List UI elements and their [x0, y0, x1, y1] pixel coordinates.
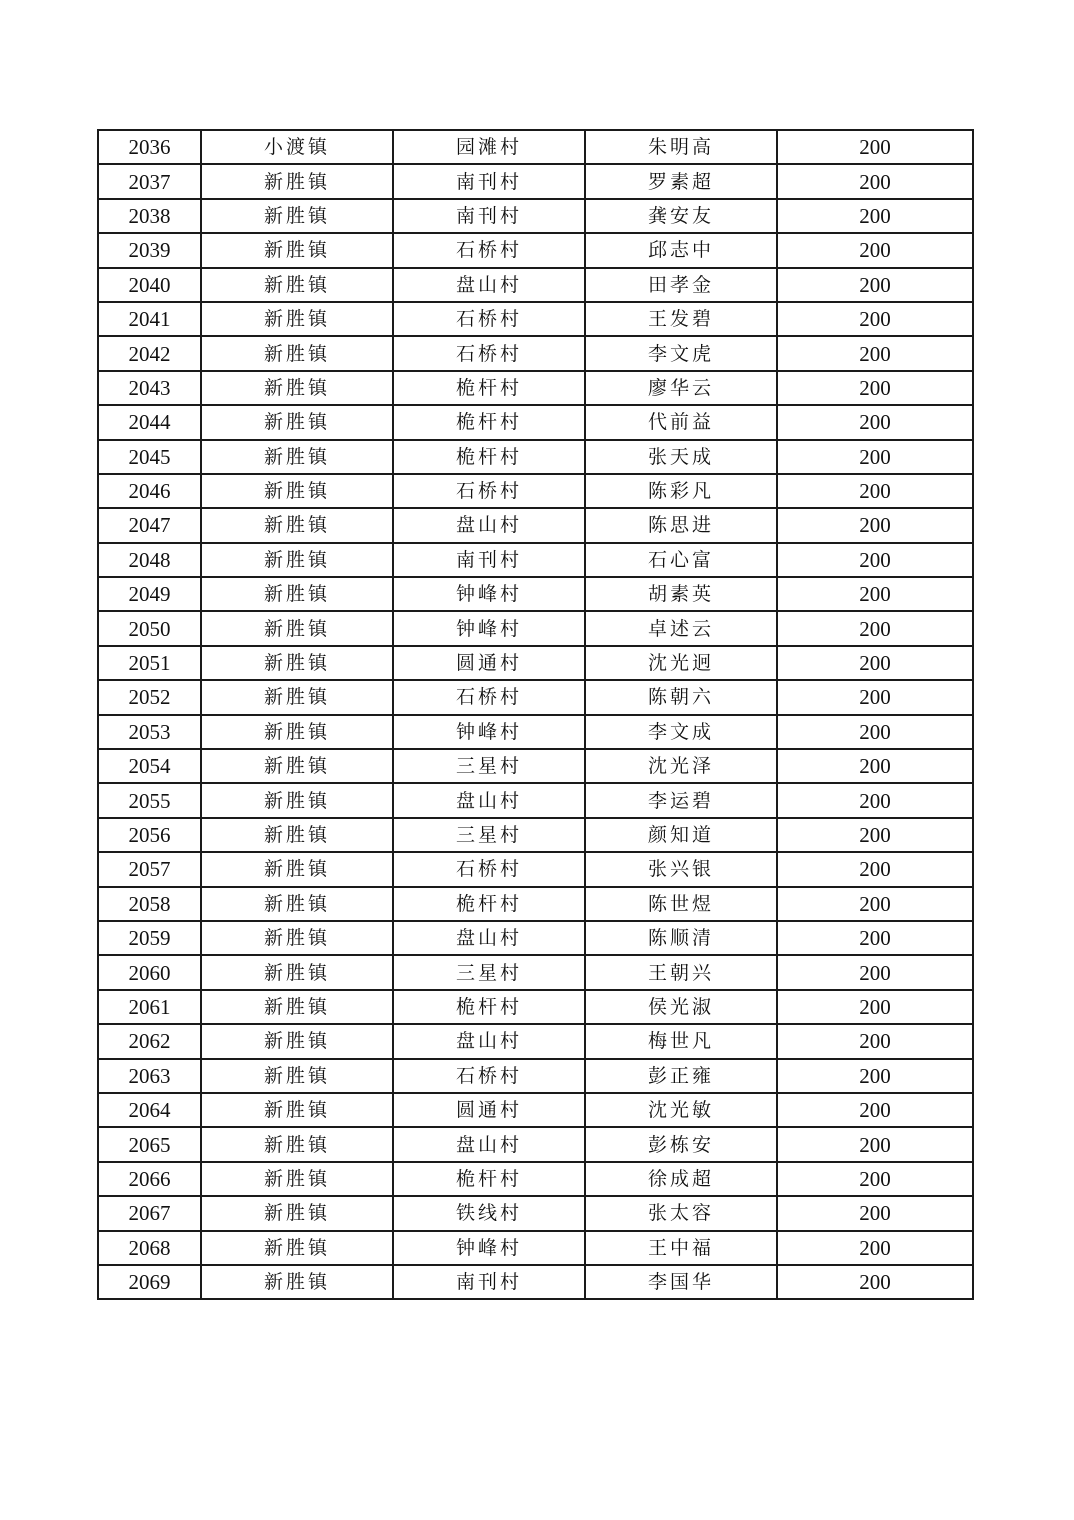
town-cell: 新胜镇: [201, 474, 393, 508]
village-cell: 桅杆村: [393, 371, 585, 405]
town-cell: 新胜镇: [201, 199, 393, 233]
village-cell: 南刊村: [393, 199, 585, 233]
town-cell: 新胜镇: [201, 268, 393, 302]
town-cell: 新胜镇: [201, 1127, 393, 1161]
amount-cell: 200: [777, 783, 973, 817]
amount-cell: 200: [777, 1196, 973, 1230]
village-cell: 盘山村: [393, 921, 585, 955]
village-cell: 圆通村: [393, 1093, 585, 1127]
serial-number-cell: 2067: [98, 1196, 201, 1230]
serial-number-cell: 2041: [98, 302, 201, 336]
table-row: [98, 1265, 973, 1299]
amount-cell: 200: [777, 440, 973, 474]
name-cell: 梅世凡: [585, 1024, 777, 1058]
amount-cell: 200: [777, 508, 973, 542]
table-row: [98, 887, 973, 921]
table-row: [98, 336, 973, 370]
name-cell: 卓述云: [585, 611, 777, 645]
serial-number-cell: 2059: [98, 921, 201, 955]
village-cell: 盘山村: [393, 783, 585, 817]
village-cell: 南刊村: [393, 1265, 585, 1299]
amount-cell: 200: [777, 371, 973, 405]
table-row: [98, 1059, 973, 1093]
serial-number-cell: 2040: [98, 268, 201, 302]
table-row: [98, 130, 973, 164]
town-cell: 新胜镇: [201, 1059, 393, 1093]
table-row: [98, 199, 973, 233]
name-cell: 代前益: [585, 405, 777, 439]
name-cell: 邱志中: [585, 233, 777, 267]
village-cell: 南刊村: [393, 164, 585, 198]
table-row: [98, 543, 973, 577]
serial-number-cell: 2038: [98, 199, 201, 233]
amount-cell: 200: [777, 818, 973, 852]
town-cell: 新胜镇: [201, 1093, 393, 1127]
name-cell: 王朝兴: [585, 955, 777, 989]
amount-cell: 200: [777, 268, 973, 302]
name-cell: 陈朝六: [585, 680, 777, 714]
amount-cell: 200: [777, 543, 973, 577]
name-cell: 李文虎: [585, 336, 777, 370]
table-row: [98, 818, 973, 852]
table-row: [98, 921, 973, 955]
town-cell: 新胜镇: [201, 577, 393, 611]
serial-number-cell: 2043: [98, 371, 201, 405]
village-cell: 三星村: [393, 818, 585, 852]
amount-cell: 200: [777, 233, 973, 267]
serial-number-cell: 2057: [98, 852, 201, 886]
name-cell: 张天成: [585, 440, 777, 474]
name-cell: 陈彩凡: [585, 474, 777, 508]
serial-number-cell: 2036: [98, 130, 201, 164]
name-cell: 龚安友: [585, 199, 777, 233]
name-cell: 王中福: [585, 1231, 777, 1265]
name-cell: 徐成超: [585, 1162, 777, 1196]
table-row: [98, 268, 973, 302]
amount-cell: 200: [777, 1231, 973, 1265]
table-row: [98, 1196, 973, 1230]
name-cell: 侯光淑: [585, 990, 777, 1024]
village-cell: 盘山村: [393, 508, 585, 542]
village-cell: 石桥村: [393, 852, 585, 886]
name-cell: 李文成: [585, 715, 777, 749]
village-cell: 园滩村: [393, 130, 585, 164]
town-cell: 新胜镇: [201, 1162, 393, 1196]
village-cell: 钟峰村: [393, 1231, 585, 1265]
table-row: [98, 646, 973, 680]
village-cell: 石桥村: [393, 302, 585, 336]
serial-number-cell: 2046: [98, 474, 201, 508]
name-cell: 张兴银: [585, 852, 777, 886]
table-row: [98, 1093, 973, 1127]
name-cell: 田孝金: [585, 268, 777, 302]
town-cell: 新胜镇: [201, 233, 393, 267]
town-cell: 新胜镇: [201, 371, 393, 405]
village-cell: 钟峰村: [393, 611, 585, 645]
serial-number-cell: 2062: [98, 1024, 201, 1058]
town-cell: 新胜镇: [201, 1196, 393, 1230]
table-row: [98, 233, 973, 267]
serial-number-cell: 2042: [98, 336, 201, 370]
serial-number-cell: 2068: [98, 1231, 201, 1265]
name-cell: 朱明高: [585, 130, 777, 164]
village-cell: 钟峰村: [393, 577, 585, 611]
village-cell: 桅杆村: [393, 887, 585, 921]
name-cell: 廖华云: [585, 371, 777, 405]
village-cell: 三星村: [393, 955, 585, 989]
name-cell: 陈思进: [585, 508, 777, 542]
town-cell: 新胜镇: [201, 783, 393, 817]
village-cell: 石桥村: [393, 336, 585, 370]
name-cell: 石心富: [585, 543, 777, 577]
village-cell: 石桥村: [393, 1059, 585, 1093]
name-cell: 李运碧: [585, 783, 777, 817]
amount-cell: 200: [777, 130, 973, 164]
amount-cell: 200: [777, 852, 973, 886]
roster-table-body: [98, 130, 973, 1299]
village-cell: 石桥村: [393, 474, 585, 508]
name-cell: 彭正雍: [585, 1059, 777, 1093]
amount-cell: 200: [777, 715, 973, 749]
serial-number-cell: 2052: [98, 680, 201, 714]
village-cell: 桅杆村: [393, 1162, 585, 1196]
amount-cell: 200: [777, 1162, 973, 1196]
town-cell: 小渡镇: [201, 130, 393, 164]
town-cell: 新胜镇: [201, 680, 393, 714]
town-cell: 新胜镇: [201, 955, 393, 989]
serial-number-cell: 2055: [98, 783, 201, 817]
table-row: [98, 990, 973, 1024]
serial-number-cell: 2039: [98, 233, 201, 267]
amount-cell: 200: [777, 336, 973, 370]
table-row: [98, 955, 973, 989]
table-row: [98, 302, 973, 336]
village-cell: 石桥村: [393, 680, 585, 714]
serial-number-cell: 2054: [98, 749, 201, 783]
name-cell: 沈光迥: [585, 646, 777, 680]
amount-cell: 200: [777, 990, 973, 1024]
amount-cell: 200: [777, 1093, 973, 1127]
village-cell: 盘山村: [393, 1024, 585, 1058]
serial-number-cell: 2069: [98, 1265, 201, 1299]
town-cell: 新胜镇: [201, 440, 393, 474]
town-cell: 新胜镇: [201, 887, 393, 921]
table-row: [98, 1162, 973, 1196]
table-row: [98, 715, 973, 749]
serial-number-cell: 2044: [98, 405, 201, 439]
serial-number-cell: 2037: [98, 164, 201, 198]
serial-number-cell: 2049: [98, 577, 201, 611]
table-row: [98, 405, 973, 439]
roster-table: [97, 129, 974, 1300]
amount-cell: 200: [777, 921, 973, 955]
table-row: [98, 577, 973, 611]
town-cell: 新胜镇: [201, 1265, 393, 1299]
table-row: [98, 371, 973, 405]
serial-number-cell: 2066: [98, 1162, 201, 1196]
serial-number-cell: 2063: [98, 1059, 201, 1093]
name-cell: 陈世煜: [585, 887, 777, 921]
amount-cell: 200: [777, 887, 973, 921]
amount-cell: 200: [777, 955, 973, 989]
serial-number-cell: 2045: [98, 440, 201, 474]
amount-cell: 200: [777, 611, 973, 645]
amount-cell: 200: [777, 164, 973, 198]
name-cell: 李国华: [585, 1265, 777, 1299]
serial-number-cell: 2047: [98, 508, 201, 542]
village-cell: 铁线村: [393, 1196, 585, 1230]
town-cell: 新胜镇: [201, 749, 393, 783]
table-row: [98, 680, 973, 714]
village-cell: 圆通村: [393, 646, 585, 680]
town-cell: 新胜镇: [201, 405, 393, 439]
serial-number-cell: 2060: [98, 955, 201, 989]
town-cell: 新胜镇: [201, 543, 393, 577]
serial-number-cell: 2051: [98, 646, 201, 680]
amount-cell: 200: [777, 577, 973, 611]
serial-number-cell: 2048: [98, 543, 201, 577]
serial-number-cell: 2053: [98, 715, 201, 749]
town-cell: 新胜镇: [201, 1024, 393, 1058]
amount-cell: 200: [777, 680, 973, 714]
town-cell: 新胜镇: [201, 164, 393, 198]
name-cell: 陈顺清: [585, 921, 777, 955]
amount-cell: 200: [777, 302, 973, 336]
serial-number-cell: 2056: [98, 818, 201, 852]
amount-cell: 200: [777, 199, 973, 233]
town-cell: 新胜镇: [201, 715, 393, 749]
table-row: [98, 852, 973, 886]
town-cell: 新胜镇: [201, 302, 393, 336]
town-cell: 新胜镇: [201, 646, 393, 680]
village-cell: 南刊村: [393, 543, 585, 577]
name-cell: 沈光敏: [585, 1093, 777, 1127]
table-row: [98, 1127, 973, 1161]
table-row: [98, 440, 973, 474]
table-row: [98, 474, 973, 508]
table-row: [98, 783, 973, 817]
town-cell: 新胜镇: [201, 508, 393, 542]
table-row: [98, 1231, 973, 1265]
village-cell: 钟峰村: [393, 715, 585, 749]
town-cell: 新胜镇: [201, 611, 393, 645]
table-row: [98, 611, 973, 645]
village-cell: 三星村: [393, 749, 585, 783]
name-cell: 颜知道: [585, 818, 777, 852]
serial-number-cell: 2050: [98, 611, 201, 645]
table-row: [98, 749, 973, 783]
amount-cell: 200: [777, 749, 973, 783]
name-cell: 罗素超: [585, 164, 777, 198]
amount-cell: 200: [777, 405, 973, 439]
name-cell: 王发碧: [585, 302, 777, 336]
village-cell: 盘山村: [393, 268, 585, 302]
serial-number-cell: 2061: [98, 990, 201, 1024]
town-cell: 新胜镇: [201, 336, 393, 370]
town-cell: 新胜镇: [201, 921, 393, 955]
village-cell: 桅杆村: [393, 405, 585, 439]
amount-cell: 200: [777, 1059, 973, 1093]
town-cell: 新胜镇: [201, 818, 393, 852]
town-cell: 新胜镇: [201, 852, 393, 886]
name-cell: 沈光泽: [585, 749, 777, 783]
town-cell: 新胜镇: [201, 1231, 393, 1265]
serial-number-cell: 2065: [98, 1127, 201, 1161]
table-row: [98, 164, 973, 198]
serial-number-cell: 2064: [98, 1093, 201, 1127]
name-cell: 彭栋安: [585, 1127, 777, 1161]
amount-cell: 200: [777, 474, 973, 508]
name-cell: 张太容: [585, 1196, 777, 1230]
amount-cell: 200: [777, 646, 973, 680]
amount-cell: 200: [777, 1127, 973, 1161]
name-cell: 胡素英: [585, 577, 777, 611]
serial-number-cell: 2058: [98, 887, 201, 921]
village-cell: 盘山村: [393, 1127, 585, 1161]
table-row: [98, 508, 973, 542]
village-cell: 桅杆村: [393, 990, 585, 1024]
town-cell: 新胜镇: [201, 990, 393, 1024]
village-cell: 桅杆村: [393, 440, 585, 474]
village-cell: 石桥村: [393, 233, 585, 267]
amount-cell: 200: [777, 1024, 973, 1058]
amount-cell: 200: [777, 1265, 973, 1299]
table-row: [98, 1024, 973, 1058]
